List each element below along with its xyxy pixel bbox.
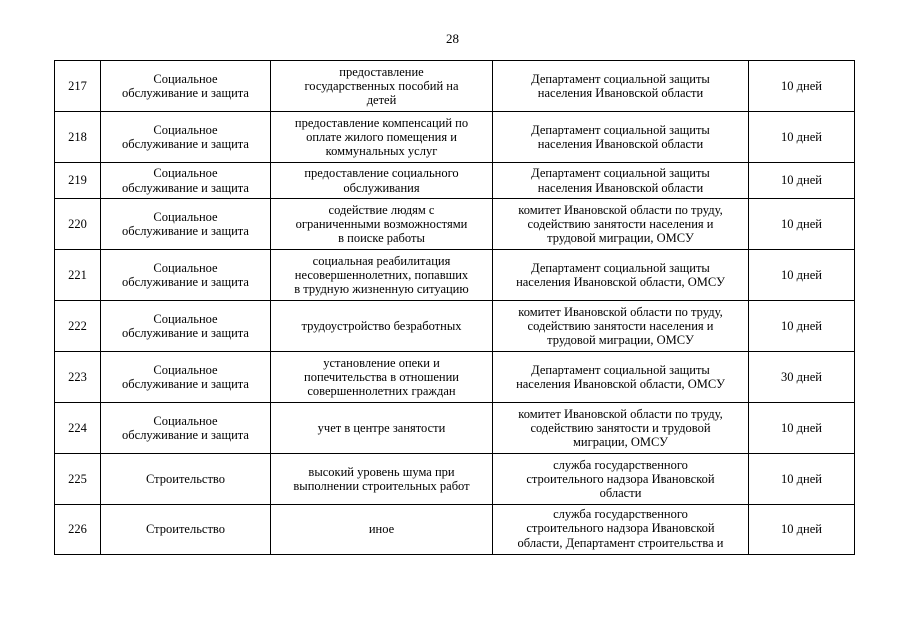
row-topic: иное bbox=[271, 505, 493, 555]
row-term: 10 дней bbox=[749, 403, 855, 454]
row-organization: служба государственного строительного надзора Ивановской области, Департамент строительства и bbox=[493, 505, 749, 555]
row-number: 226 bbox=[55, 505, 101, 555]
row-term: 10 дней bbox=[749, 163, 855, 199]
row-area: Социальное обслуживание и защита bbox=[101, 352, 271, 403]
table-row bbox=[55, 505, 855, 555]
table-row bbox=[55, 250, 855, 301]
row-number: 218 bbox=[55, 112, 101, 163]
row-area: Социальное обслуживание и защита bbox=[101, 199, 271, 250]
row-number: 217 bbox=[55, 61, 101, 112]
row-topic: трудоустройство безработных bbox=[271, 301, 493, 352]
row-organization: Департамент социальной защиты населения Ивановской области bbox=[493, 112, 749, 163]
row-organization: комитет Ивановской области по труду, содействию занятости населения и трудовой миграции, ОМСУ bbox=[493, 199, 749, 250]
row-term: 10 дней bbox=[749, 505, 855, 555]
row-number: 222 bbox=[55, 301, 101, 352]
row-topic: предоставление компенсаций по оплате жилого помещения и коммунальных услуг bbox=[271, 112, 493, 163]
row-topic: социальная реабилитация несовершеннолетних, попавших в трудную жизненную ситуацию bbox=[271, 250, 493, 301]
table-row bbox=[55, 403, 855, 454]
row-term: 10 дней bbox=[749, 250, 855, 301]
row-number: 223 bbox=[55, 352, 101, 403]
row-organization: Департамент социальной защиты населения Ивановской области bbox=[493, 163, 749, 199]
row-number: 221 bbox=[55, 250, 101, 301]
row-number: 224 bbox=[55, 403, 101, 454]
row-organization: комитет Ивановской области по труду, содействию занятости населения и трудовой миграции, ОМСУ bbox=[493, 301, 749, 352]
row-area: Социальное обслуживание и защита bbox=[101, 301, 271, 352]
row-term: 10 дней bbox=[749, 301, 855, 352]
row-topic: высокий уровень шума при выполнении строительных работ bbox=[271, 454, 493, 505]
row-topic: содействие людям с ограниченными возможностями в поиске работы bbox=[271, 199, 493, 250]
row-topic: установление опеки и попечительства в отношении совершеннолетних граждан bbox=[271, 352, 493, 403]
row-area: Социальное обслуживание и защита bbox=[101, 61, 271, 112]
row-term: 10 дней bbox=[749, 61, 855, 112]
row-organization: Департамент социальной защиты населения Ивановской области, ОМСУ bbox=[493, 250, 749, 301]
row-organization: Департамент социальной защиты населения Ивановской области bbox=[493, 61, 749, 112]
register-table-body bbox=[55, 61, 855, 555]
table-row bbox=[55, 352, 855, 403]
row-number: 220 bbox=[55, 199, 101, 250]
row-term: 10 дней bbox=[749, 454, 855, 505]
table-row bbox=[55, 199, 855, 250]
row-number: 219 bbox=[55, 163, 101, 199]
row-organization: Департамент социальной защиты населения Ивановской области, ОМСУ bbox=[493, 352, 749, 403]
page-number: 28 bbox=[446, 31, 459, 46]
row-term: 10 дней bbox=[749, 112, 855, 163]
row-term: 30 дней bbox=[749, 352, 855, 403]
row-area: Строительство bbox=[101, 454, 271, 505]
table-row bbox=[55, 163, 855, 199]
row-term: 10 дней bbox=[749, 199, 855, 250]
table-row bbox=[55, 61, 855, 112]
row-area: Социальное обслуживание и защита bbox=[101, 403, 271, 454]
table-row bbox=[55, 454, 855, 505]
row-area: Строительство bbox=[101, 505, 271, 555]
table-row bbox=[55, 301, 855, 352]
row-topic: предоставление государственных пособий на детей bbox=[271, 61, 493, 112]
register-table bbox=[54, 60, 855, 555]
row-topic: учет в центре занятости bbox=[271, 403, 493, 454]
table-row bbox=[55, 112, 855, 163]
row-area: Социальное обслуживание и защита bbox=[101, 163, 271, 199]
row-number: 225 bbox=[55, 454, 101, 505]
row-area: Социальное обслуживание и защита bbox=[101, 112, 271, 163]
row-topic: предоставление социального обслуживания bbox=[271, 163, 493, 199]
row-area: Социальное обслуживание и защита bbox=[101, 250, 271, 301]
row-organization: служба государственного строительного надзора Ивановской области bbox=[493, 454, 749, 505]
row-organization: комитет Ивановской области по труду, содействию занятости и трудовой миграции, ОМСУ bbox=[493, 403, 749, 454]
